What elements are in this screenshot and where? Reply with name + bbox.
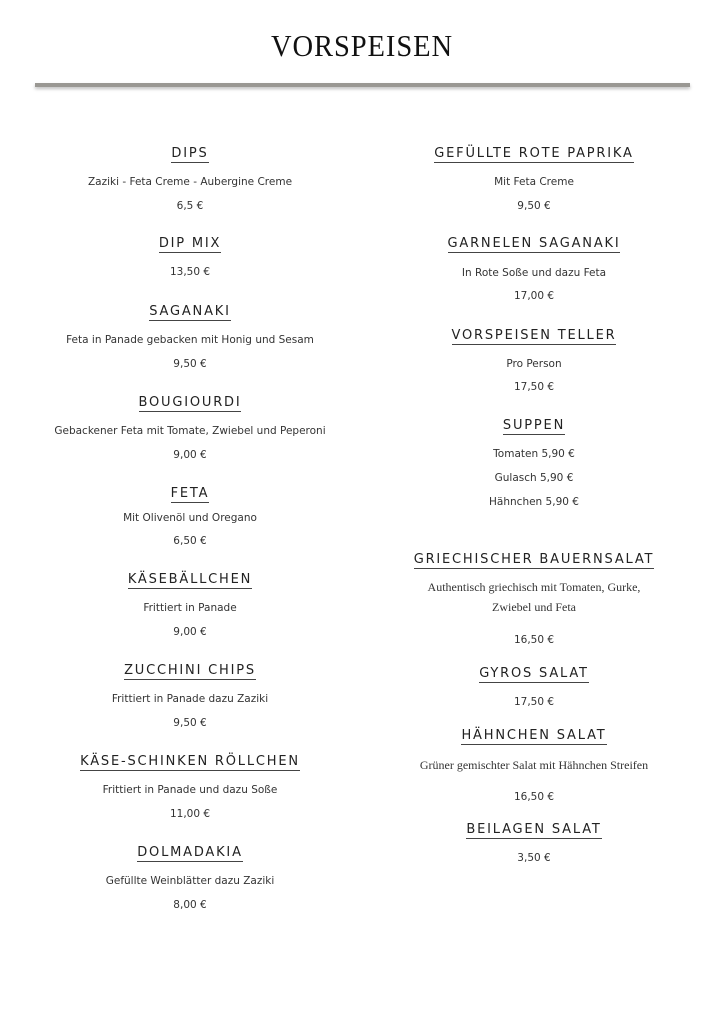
menu-item-name: BEILAGEN SALAT bbox=[466, 822, 602, 837]
menu-item-name: SAGANAKI bbox=[149, 304, 231, 319]
menu-item-line: Zwiebel und Feta bbox=[492, 600, 576, 614]
menu-item-description: Gebackener Feta mit Tomate, Zwiebel und Peperoni bbox=[54, 425, 326, 437]
menu-item-description: Mit Feta Creme bbox=[494, 176, 574, 188]
menu-item-price: 6,50 € bbox=[173, 535, 207, 547]
menu-item-name: DIPS bbox=[171, 146, 209, 161]
menu-item-description: Zaziki - Feta Creme - Aubergine Creme bbox=[87, 176, 293, 188]
title-divider bbox=[35, 83, 690, 87]
menu-item-heading bbox=[30, 236, 350, 252]
menu-item-heading bbox=[30, 845, 350, 861]
menu-item-name: VORSPEISEN TELLER bbox=[451, 328, 617, 343]
menu-item-description: In Rote Soße und dazu Feta bbox=[461, 267, 607, 279]
menu-item-heading bbox=[374, 552, 694, 568]
menu-item-price: 9,50 € bbox=[173, 717, 207, 729]
menu-item-heading bbox=[374, 822, 694, 838]
menu-item-price: 9,50 € bbox=[517, 200, 551, 212]
menu-item-heading bbox=[30, 304, 350, 320]
menu-item-description: Pro Person bbox=[506, 358, 562, 370]
menu-item-price: 17,00 € bbox=[513, 290, 555, 302]
menu-item-description: Gefüllte Weinblätter dazu Zaziki bbox=[105, 875, 275, 887]
menu-item-heading bbox=[30, 486, 350, 502]
menu-item-name: SUPPEN bbox=[502, 418, 566, 433]
menu-item-heading bbox=[374, 418, 694, 434]
menu-item-name: GARNELEN SAGANAKI bbox=[447, 236, 621, 251]
menu-item-name: DOLMADAKIA bbox=[137, 845, 243, 860]
menu-item-name: BOUGIOURDI bbox=[138, 395, 242, 410]
menu-item-name: GRIECHISCHER BAUERNSALAT bbox=[413, 552, 655, 567]
menu-item-heading bbox=[374, 728, 694, 744]
menu-item-price: 11,00 € bbox=[169, 808, 211, 820]
menu-item-heading bbox=[374, 236, 694, 252]
menu-item-heading bbox=[374, 146, 694, 162]
menu-item-price: 16,50 € bbox=[513, 791, 555, 803]
menu-item-name: DIP MIX bbox=[158, 236, 222, 251]
menu-item-name: GEFÜLLTE ROTE PAPRIKA bbox=[434, 146, 634, 161]
menu-item-name: GYROS SALAT bbox=[479, 666, 589, 681]
menu-item-price: 16,50 € bbox=[513, 634, 555, 646]
menu-item-price: 9,00 € bbox=[173, 626, 207, 638]
menu-item-line: Gulasch 5,90 € bbox=[494, 472, 574, 484]
menu-item-line: Tomaten 5,90 € bbox=[493, 448, 575, 460]
menu-item-name: FETA bbox=[170, 486, 210, 501]
menu-item-price: 9,00 € bbox=[173, 449, 207, 461]
menu-item-heading bbox=[30, 572, 350, 588]
menu-item-price: 17,50 € bbox=[513, 696, 555, 708]
menu-item-price: 17,50 € bbox=[513, 381, 555, 393]
menu-item-price: 13,50 € bbox=[169, 266, 211, 278]
menu-item-name: ZUCCHINI CHIPS bbox=[124, 663, 256, 678]
menu-item-price: 3,50 € bbox=[517, 852, 551, 864]
menu-item-description: Feta in Panade gebacken mit Honig und Sesam bbox=[66, 334, 314, 346]
menu-item-heading bbox=[30, 146, 350, 162]
menu-item-description: Frittiert in Panade bbox=[143, 602, 237, 614]
menu-item-name: HÄHNCHEN SALAT bbox=[461, 728, 607, 743]
menu-item-price: 6,5 € bbox=[176, 200, 204, 212]
menu-item-description: Mit Olivenöl und Oregano bbox=[123, 512, 257, 524]
menu-item-name: KÄSEBÄLLCHEN bbox=[127, 572, 253, 587]
menu-item-line: Authentisch griechisch mit Tomaten, Gurke, bbox=[427, 580, 641, 594]
menu-item-heading bbox=[374, 328, 694, 344]
menu-item-description: Frittiert in Panade und dazu Soße bbox=[102, 784, 278, 796]
menu-item-name: KÄSE-SCHINKEN RÖLLCHEN bbox=[80, 754, 300, 769]
menu-item-heading bbox=[30, 663, 350, 679]
menu-item-heading bbox=[30, 395, 350, 411]
menu-item-heading bbox=[374, 666, 694, 682]
menu-item-line: Hähnchen 5,90 € bbox=[489, 496, 579, 508]
menu-item-heading bbox=[30, 754, 350, 770]
page-title: VORSPEISEN bbox=[271, 28, 453, 63]
menu-item-price: 8,00 € bbox=[173, 899, 207, 911]
menu-item-price: 9,50 € bbox=[173, 358, 207, 370]
menu-item-description: Grüner gemischter Salat mit Hähnchen Streifen bbox=[419, 758, 649, 772]
menu-item-description: Frittiert in Panade dazu Zaziki bbox=[111, 693, 269, 705]
